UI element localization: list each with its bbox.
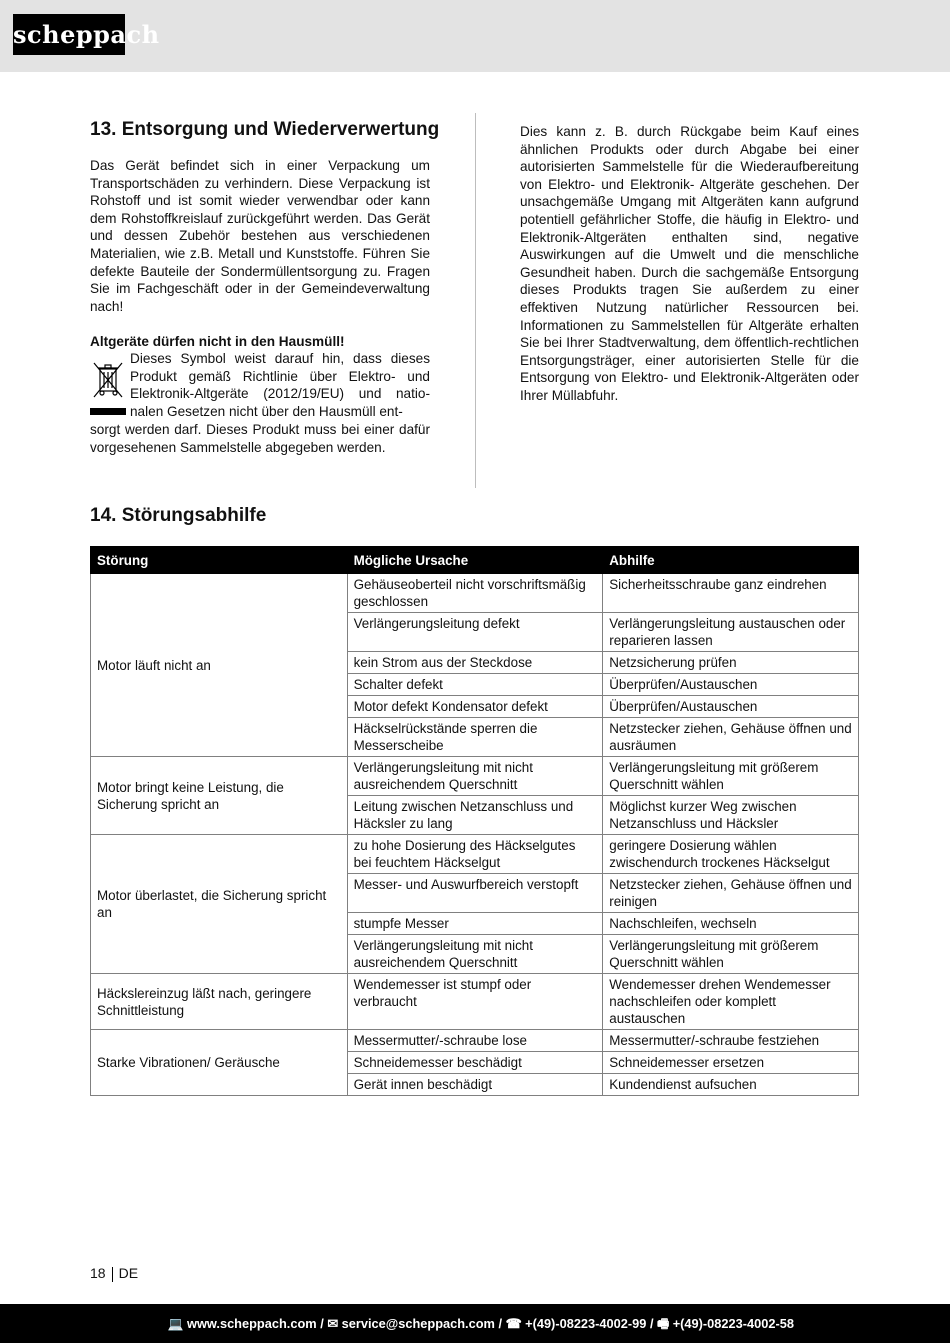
abhilfe-cell: Verlängerungsleitung austauschen oder reparieren lassen	[603, 613, 859, 652]
abhilfe-cell: Schneidemesser ersetzen	[603, 1052, 859, 1074]
abhilfe-cell: Wendemesser drehen Wendemesser nachschleifen oder komplett austauschen	[603, 974, 859, 1030]
stoerung-cell: Motor läuft nicht an	[91, 574, 348, 757]
ursache-cell: Verlängerungsleitung mit nicht ausreichendem Querschnitt	[347, 757, 603, 796]
header-bar	[0, 0, 950, 72]
abhilfe-cell: Möglichst kurzer Weg zwischen Netzanschluss und Häcksler	[603, 796, 859, 835]
abhilfe-cell: Netzstecker ziehen, Gehäuse öffnen und reinigen	[603, 874, 859, 913]
page-footer-number	[90, 1265, 138, 1282]
table-row	[91, 835, 859, 874]
section-14-title: 14. Störungsabhilfe	[90, 505, 267, 526]
table-header-row	[91, 547, 859, 574]
weee-bin-icon	[90, 359, 126, 417]
ursache-cell: Messermutter/-schraube lose	[347, 1030, 603, 1052]
ursache-cell: Gerät innen beschädigt	[347, 1074, 603, 1096]
page-number: 18	[90, 1265, 106, 1281]
ursache-cell: Schalter defekt	[347, 674, 603, 696]
ursache-cell: Häckselrückstände sperren die Messerscheibe	[347, 718, 603, 757]
table-row	[91, 1030, 859, 1052]
page-separator	[112, 1267, 113, 1282]
table-row	[91, 574, 859, 613]
section-13-left-column	[90, 157, 430, 315]
ursache-cell: Motor defekt Kondensator defekt	[347, 696, 603, 718]
ursache-cell: Verlängerungsleitung defekt	[347, 613, 603, 652]
stoerung-cell: Motor bringt keine Leistung, die Sicherung spricht an	[91, 757, 348, 835]
abhilfe-cell: Überprüfen/Austauschen	[603, 696, 859, 718]
ursache-cell: Verlängerungsleitung mit nicht ausreichendem Querschnitt	[347, 935, 603, 974]
section-13-title: 13. Entsorgung und Wiederverwertung	[90, 119, 440, 140]
ursache-cell: Leitung zwischen Netzanschluss und Häcksler zu lang	[347, 796, 603, 835]
table-row	[91, 757, 859, 796]
brand-logo: scheppach	[13, 14, 125, 55]
ursache-cell: zu hohe Dosierung des Häckselgutes bei feuchtem Häckselgut	[347, 835, 603, 874]
ursache-cell: stumpfe Messer	[347, 913, 603, 935]
abhilfe-cell: Überprüfen/Austauschen	[603, 674, 859, 696]
weee-subheading: Altgeräte dürfen nicht in den Hausmüll!	[90, 334, 345, 349]
disposal-paragraph: Das Gerät befindet sich in einer Verpackung um Transportschäden zu verhindern. Diese Verpackung ist Rohstoff und ist somit wieder verwendbar oder kann dem Rohstoffkreislauf zurückgeführt werden. Das Gerät und dessen Zubehör bestehen aus verschiedenen Materialien, wie z.B. Metall und Kunststoffe. Führen Sie defekte Bauteile der Sondermüllentsorgung zu. Fragen Sie im Fachgeschäft oder in der Gemeindeverwaltung nach!	[90, 158, 430, 314]
abhilfe-cell: Netzsicherung prüfen	[603, 652, 859, 674]
abhilfe-cell: Sicherheitsschraube ganz eindrehen	[603, 574, 859, 613]
column-header-ursache: Mögliche Ursache	[347, 547, 603, 574]
stoerung-cell: Motor überlastet, die Sicherung spricht an	[91, 835, 348, 974]
contact-line: 💻 www.scheppach.com / ✉ service@scheppach.com / ☎ +(49)-08223-4002-99 / 🖷 +(49)-08223-4002-58	[167, 1316, 794, 1331]
stoerung-cell: Starke Vibrationen/ Geräusche	[91, 1030, 348, 1096]
ursache-cell: Messer- und Auswurfbereich verstopft	[347, 874, 603, 913]
column-divider	[475, 113, 476, 488]
abhilfe-cell: geringere Dosierung wählen zwischendurch trockenes Häckselgut	[603, 835, 859, 874]
table-row	[91, 974, 859, 1030]
abhilfe-cell: Messermutter/-schraube festziehen	[603, 1030, 859, 1052]
abhilfe-cell: Netzstecker ziehen, Gehäuse öffnen und ausräumen	[603, 718, 859, 757]
contact-footer-bar	[0, 1304, 950, 1343]
abhilfe-cell: Nachschleifen, wechseln	[603, 913, 859, 935]
ursache-cell: Wendemesser ist stumpf oder verbraucht	[347, 974, 603, 1030]
stoerung-cell: Häckslereinzug läßt nach, geringere Schnittleistung	[91, 974, 348, 1030]
language-code: DE	[118, 1265, 139, 1281]
ursache-cell: Schneidemesser beschädigt	[347, 1052, 603, 1074]
troubleshooting-table	[90, 546, 859, 1096]
section-13-right-column	[520, 123, 859, 405]
weee-text-block: Dieses Symbol weist darauf hin, dass dieses Produkt gemäß Richtlinie über Elektro- und Elektronik-Altgeräte (2012/19/EU) und natio-nalen Gesetzen nicht über den Hausmüll ent-	[130, 351, 430, 419]
abhilfe-cell: Verlängerungsleitung mit größerem Querschnitt wählen	[603, 935, 859, 974]
column-header-stoerung: Störung	[91, 547, 348, 574]
weee-text-continued: sorgt werden darf. Dieses Produkt muss bei einer dafür vorgesehenen Sammelstelle abgegeben werden.	[90, 422, 430, 455]
abhilfe-cell: Verlängerungsleitung mit größerem Querschnitt wählen	[603, 757, 859, 796]
ursache-cell: kein Strom aus der Steckdose	[347, 652, 603, 674]
abhilfe-cell: Kundendienst aufsuchen	[603, 1074, 859, 1096]
disposal-right-paragraph: Dies kann z. B. durch Rückgabe beim Kauf eines ähnlichen Produkts oder durch Abgabe bei einer autorisierten Sammelstelle für die Wiederaufbereitung von Elektro- und Elektronik- Altgeräte geschehen. Der unsachgemäße Umgang mit Altgeräten kann aufgrund potentiell gefährlicher Stoffe, die häufig in Elektro- und Elektronik-Altgeräten enthalten sind, negative Auswirkungen auf die Umwelt und die menschliche Gesundheit haben. Durch die sachgemäße Entsorgung dieses Produkts tragen Sie außerdem zu einer effektiven Nutzung natürlicher Ressourcen bei. Informationen zu Sammelstellen für Altgeräte erhalten Sie bei Ihrer Stadtverwaltung, dem öffentlich-rechtlichen Entsorgungsträger, einer autorisierten Stelle für die Entsorgung von Elektro- und Elektronik-Altgeräten oder Ihrer Müllabfuhr.	[520, 124, 859, 403]
ursache-cell: Gehäuseoberteil nicht vorschriftsmäßig geschlossen	[347, 574, 603, 613]
column-header-abhilfe: Abhilfe	[603, 547, 859, 574]
